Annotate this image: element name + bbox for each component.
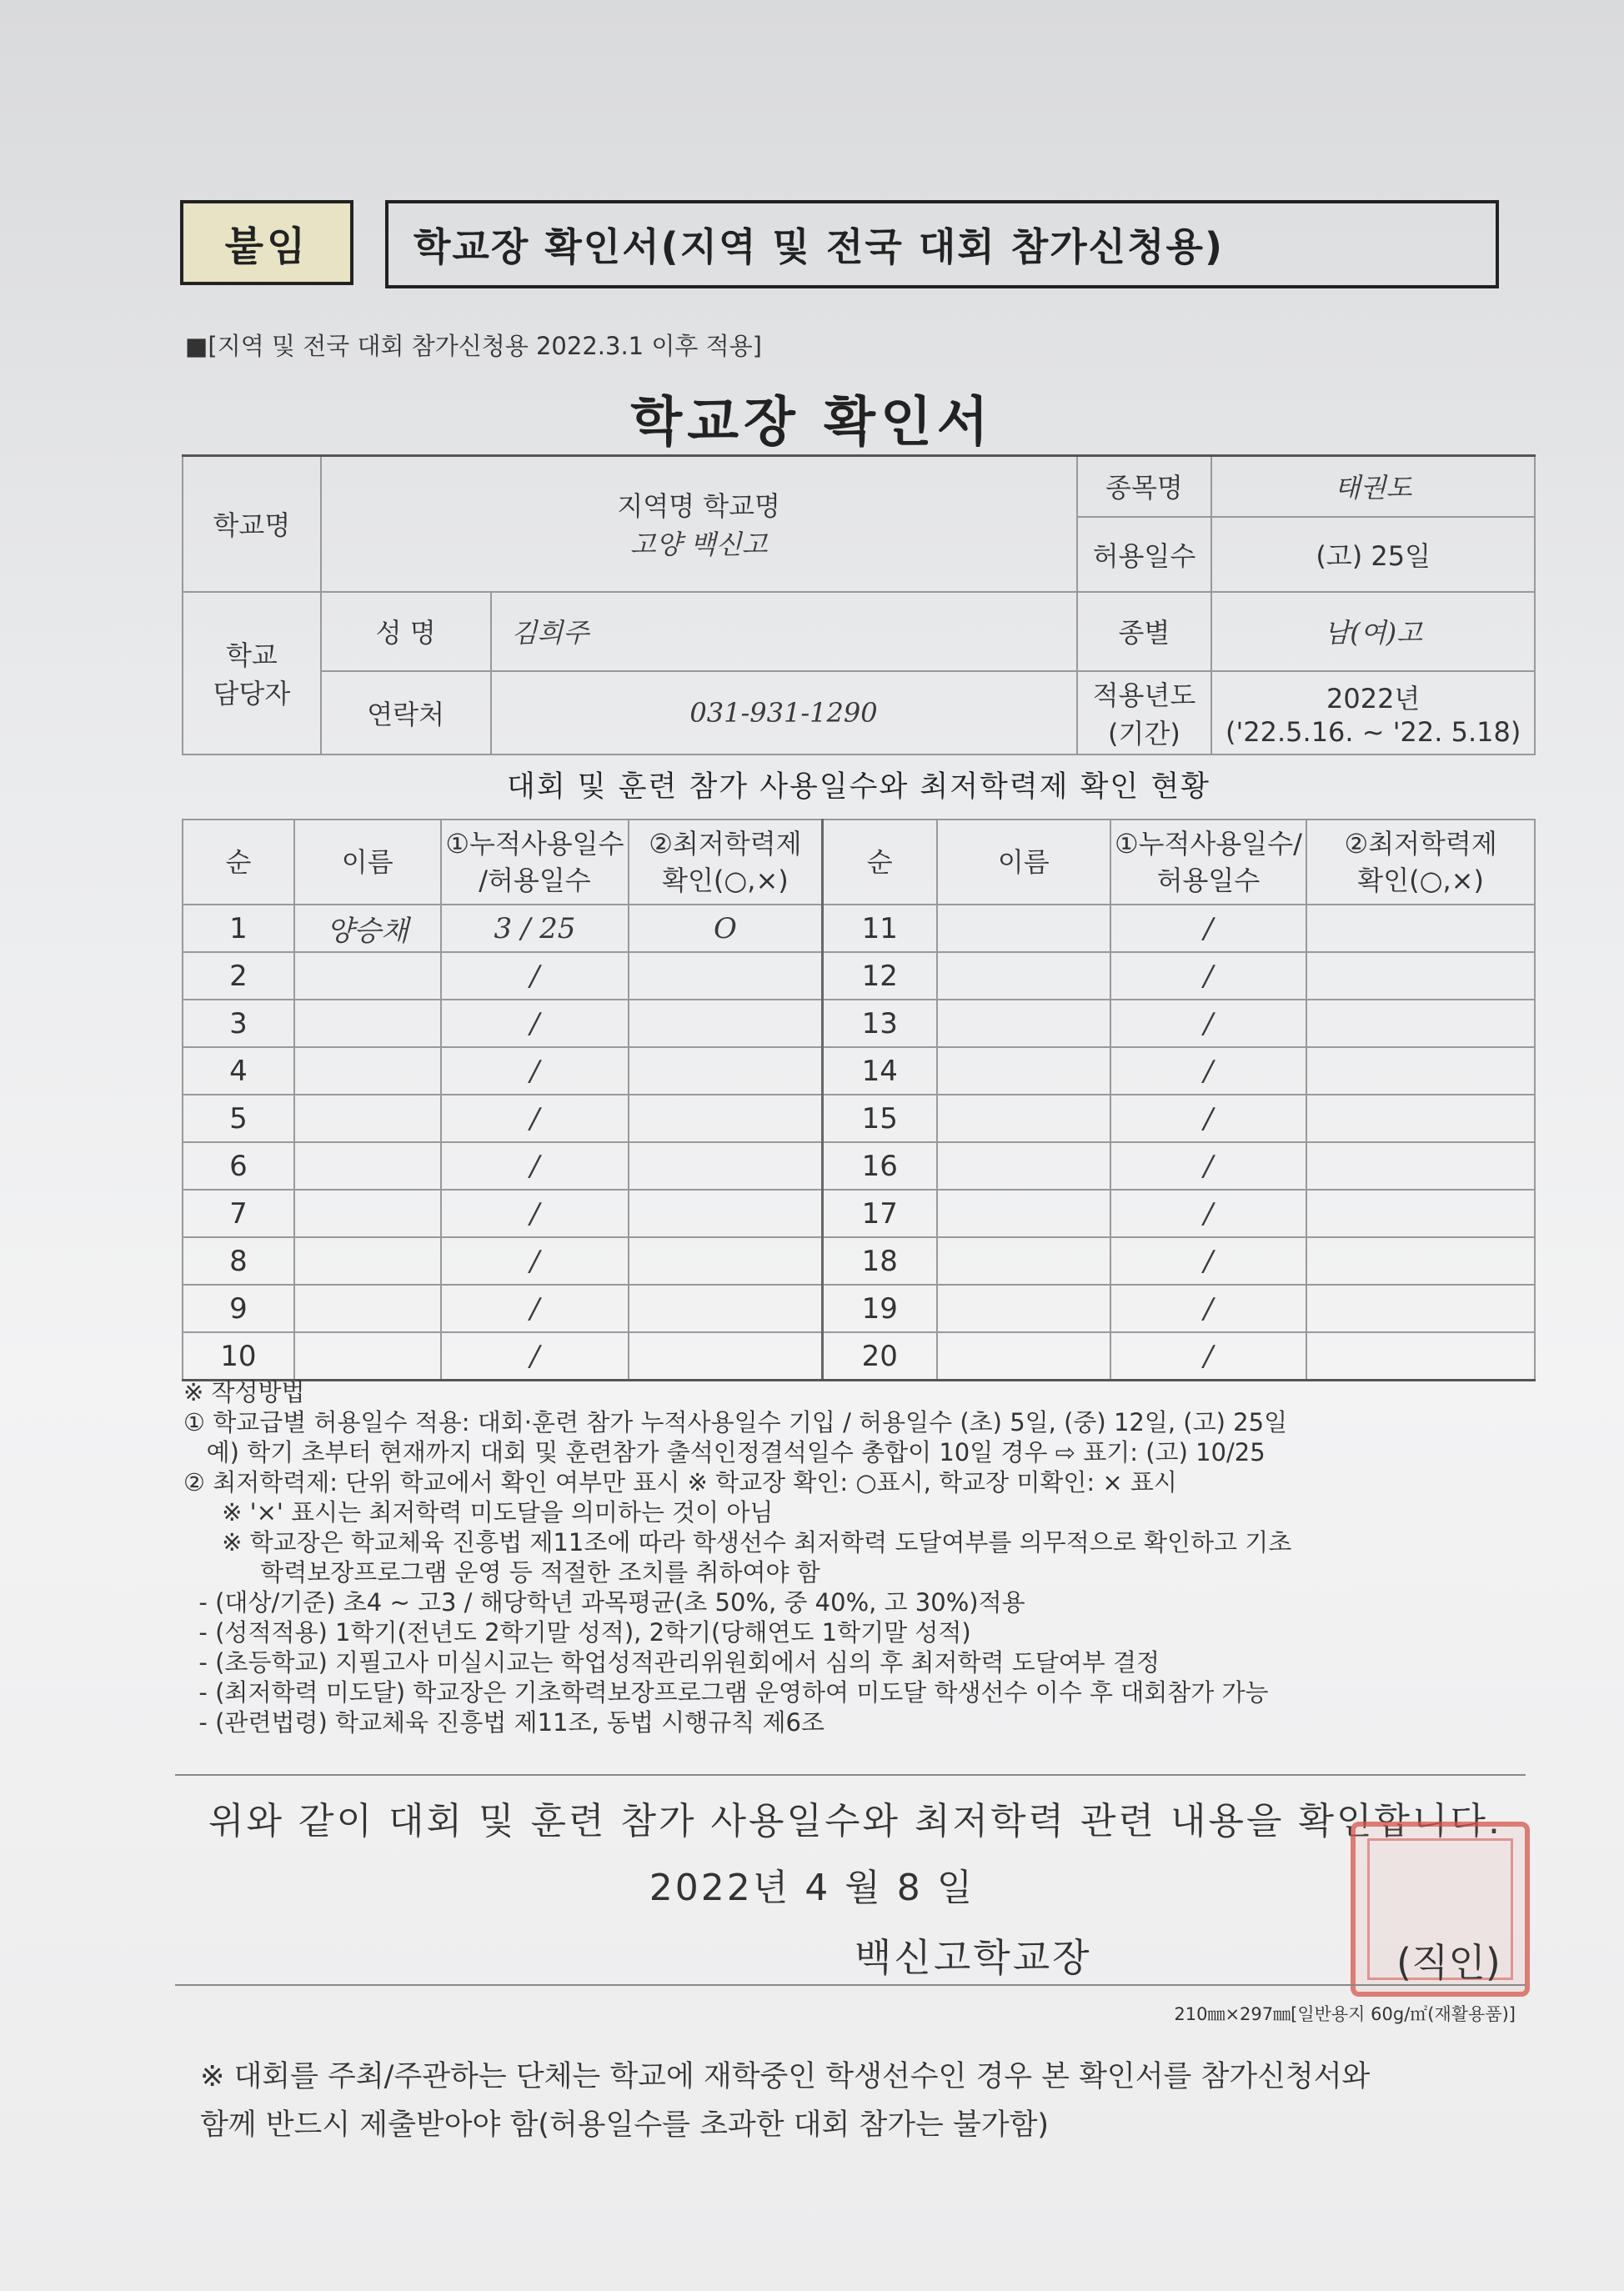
table-row: [183, 1237, 1535, 1285]
table-row: [183, 952, 1535, 1000]
instruction-line: - (초등학교) 지필고사 미실시교는 학업성적관리위원회에서 심의 후 최저학력 도달여부 결정: [183, 1648, 1160, 1677]
contact-label: 연락처: [321, 671, 491, 754]
usage-days: /: [441, 1332, 629, 1381]
manager-name-value: 김희주: [491, 592, 1077, 671]
attachment-label: 붙임: [180, 200, 353, 285]
usage-days: /: [1110, 1332, 1307, 1381]
year-label: [1077, 671, 1212, 754]
sport-value: 태권도: [1211, 456, 1535, 517]
usage-days: /: [441, 1095, 629, 1142]
min-academic-check: [629, 1000, 822, 1047]
allowed-days-label: 허용일수: [1077, 517, 1212, 592]
table-row: [183, 1332, 1535, 1381]
manager-label-line1: 학교: [225, 639, 278, 671]
usage-days: /: [441, 1000, 629, 1047]
table-row: [183, 1142, 1535, 1190]
instruction-line: - (대상/기준) 초4 ~ 고3 / 해당학년 과목평균(초 50%, 중 40%, 고 30%)적용: [183, 1588, 1025, 1617]
student-name: [294, 1285, 441, 1332]
usage-days: /: [441, 1142, 629, 1190]
usage-days: /: [1110, 1095, 1307, 1142]
student-name: [294, 1190, 441, 1237]
usage-days: /: [1110, 1047, 1307, 1095]
school-name-cell: [321, 456, 1077, 592]
min-academic-check: [629, 1190, 822, 1237]
year-label-line1: 적용년도: [1092, 679, 1196, 711]
header-check-line1: ②최저학력제: [649, 828, 802, 860]
paper-spec: 210㎜×297㎜[일반용지 60g/㎡(재활용품)]: [1174, 2004, 1516, 2024]
seal-label: (직인): [1396, 1940, 1501, 1985]
usage-section-title: 대회 및 훈련 참가 사용일수와 최저학력제 확인 현황: [507, 770, 1210, 804]
header-days-right: [1110, 820, 1307, 905]
usage-days: /: [1110, 1000, 1307, 1047]
allowed-days-value: (고) 25일: [1211, 517, 1535, 592]
student-name: [294, 1142, 441, 1190]
header-check-line2: 확인(○,×): [662, 865, 789, 896]
contact-value: 031-931-1290: [491, 671, 1077, 754]
usage-days: 3 / 25: [441, 905, 629, 952]
min-academic-check: [629, 952, 822, 1000]
header-days-line2: 허용일수: [1156, 865, 1261, 896]
min-academic-check: [1306, 952, 1535, 1000]
student-name: [294, 952, 441, 1000]
manager-label: [183, 592, 321, 754]
header-check-line1: ②최저학력제: [1344, 828, 1497, 860]
min-academic-check: [629, 1332, 822, 1381]
min-academic-check: [1306, 1190, 1535, 1237]
usage-days: /: [1110, 1285, 1307, 1332]
student-name: [937, 1332, 1110, 1381]
instruction-line: ※ '×' 표시는 최저학력 미도달을 의미하는 것이 아님: [183, 1498, 774, 1526]
row-number: 6: [183, 1142, 294, 1190]
table-row: [183, 1095, 1535, 1142]
applicability-note: ■[지역 및 전국 대회 참가신청용 2022.3.1 이후 적용]: [185, 332, 762, 360]
min-academic-check: [1306, 1047, 1535, 1095]
type-value: 남(여)고: [1211, 592, 1535, 671]
student-name: 양승채: [294, 905, 441, 952]
instruction-line: 학력보장프로그램 운영 등 적절한 조치를 취하여야 함: [183, 1558, 820, 1587]
row-number: 11: [822, 905, 937, 952]
header-check-line2: 확인(○,×): [1357, 865, 1484, 896]
instructions-lines: [183, 1407, 1551, 1737]
row-number: 7: [183, 1190, 294, 1237]
page-title: 학교장 확인서: [630, 392, 994, 454]
instruction-line: ② 최저학력제: 단위 학교에서 확인 여부만 표시 ※ 학교장 확인: ○표시, 학교장 미확인: × 표시: [183, 1468, 1177, 1496]
student-name: [294, 1000, 441, 1047]
row-number: 9: [183, 1285, 294, 1332]
name-label: 성 명: [321, 592, 491, 671]
row-number: 2: [183, 952, 294, 1000]
student-name: [937, 952, 1110, 1000]
table-row: [183, 1000, 1535, 1047]
header-check-right: [1306, 820, 1535, 905]
row-number: 13: [822, 1000, 937, 1047]
usage-days: /: [1110, 1190, 1307, 1237]
student-name: [937, 1095, 1110, 1142]
row-number: 1: [183, 905, 294, 952]
table-row: [183, 1285, 1535, 1332]
confirmation-date: 2022년 4 월 8 일: [649, 1867, 975, 1909]
table-row: [183, 905, 1535, 952]
student-name: [937, 1142, 1110, 1190]
row-number: 4: [183, 1047, 294, 1095]
school-name-label: 학교명: [183, 456, 321, 592]
row-number: 18: [822, 1237, 937, 1285]
submission-note-line1: ※ 대회를 주최/주관하는 단체는 학교에 재학중인 학생선수인 경우 본 확인서를 참가신청서와: [200, 2060, 1371, 2093]
student-name: [937, 905, 1110, 952]
row-number: 19: [822, 1285, 937, 1332]
min-academic-check: [629, 1047, 822, 1095]
instruction-line: - (최저학력 미도달) 학교장은 기초학력보장프로그램 운영하여 미도달 학생선수 이수 후 대회참가 가능: [183, 1678, 1269, 1707]
instruction-line: 예) 학기 초부터 현재까지 대회 및 훈련참가 출석인정결석일수 총합이 10일 경우 ⇨ 표기: (고) 10/25: [183, 1438, 1266, 1466]
student-name: [294, 1047, 441, 1095]
usage-days: /: [441, 1047, 629, 1095]
min-academic-check: O: [629, 905, 822, 952]
table-row: [183, 1047, 1535, 1095]
instruction-line: ※ 학교장은 학교체육 진흥법 제11조에 따라 학생선수 최저학력 도달여부를 의무적으로 확인하고 기초: [183, 1528, 1292, 1557]
usage-days: /: [441, 952, 629, 1000]
header-order-left: 순: [183, 820, 294, 905]
row-number: 8: [183, 1237, 294, 1285]
school-name-value: 고양 백신고: [629, 529, 768, 561]
min-academic-check: [629, 1237, 822, 1285]
header-name-right: 이름: [937, 820, 1110, 905]
year-value-cell: [1211, 671, 1535, 754]
header-days-line1: ①누적사용일수/: [1114, 828, 1302, 860]
min-academic-check: [629, 1285, 822, 1332]
row-number: 17: [822, 1190, 937, 1237]
instruction-line: - (성적적용) 1학기(전년도 2학기말 성적), 2학기(당해연도 1학기말 성적): [183, 1618, 971, 1647]
submission-note-line2: 함께 반드시 제출받아야 함(허용일수를 초과한 대회 참가는 불가함): [200, 2108, 1050, 2142]
submission-note: [200, 2053, 1370, 2149]
header-days-left: [441, 820, 629, 905]
sport-label: 종목명: [1077, 456, 1212, 517]
row-number: 14: [822, 1047, 937, 1095]
usage-days: /: [1110, 1142, 1307, 1190]
usage-days: /: [441, 1285, 629, 1332]
student-name: [294, 1237, 441, 1285]
min-academic-check: [1306, 1095, 1535, 1142]
usage-days: /: [441, 1190, 629, 1237]
header-order-right: 순: [822, 820, 937, 905]
confirmation-statement: 위와 같이 대회 및 훈련 참가 사용일수와 최저학력 관련 내용을 확인합니다.: [208, 1800, 1502, 1842]
row-number: 3: [183, 1000, 294, 1047]
row-number: 12: [822, 952, 937, 1000]
instruction-line: - (관련법령) 학교체육 진흥법 제11조, 동법 시행규칙 제6조: [183, 1708, 825, 1737]
student-name: [937, 1190, 1110, 1237]
instructions-heading: ※ 작성방법: [183, 1378, 305, 1406]
usage-table: [182, 819, 1536, 1381]
school-name-hint: 지역명 학교명: [617, 490, 780, 523]
usage-days: /: [1110, 952, 1307, 1000]
usage-table-body: [183, 905, 1535, 1381]
student-name: [294, 1095, 441, 1142]
school-info-table: [182, 454, 1536, 755]
row-number: 10: [183, 1332, 294, 1381]
row-number: 16: [822, 1142, 937, 1190]
student-name: [294, 1332, 441, 1381]
type-label: 종별: [1077, 592, 1212, 671]
header-check-left: [629, 820, 822, 905]
year-label-line2: (기간): [1108, 717, 1180, 749]
min-academic-check: [1306, 1332, 1535, 1381]
min-academic-check: [1306, 1142, 1535, 1190]
student-name: [937, 1285, 1110, 1332]
student-name: [937, 1237, 1110, 1285]
document-title: 학교장 확인서(지역 및 전국 대회 참가신청용): [385, 200, 1499, 288]
min-academic-check: [1306, 1000, 1535, 1047]
min-academic-check: [629, 1095, 822, 1142]
header-days-line1: ①누적사용일수: [445, 828, 624, 860]
usage-days: /: [441, 1237, 629, 1285]
writing-instructions: [183, 1377, 1551, 1737]
header-days-line2: /허용일수: [479, 865, 591, 896]
table-row: [183, 1190, 1535, 1237]
usage-days: /: [1110, 905, 1307, 952]
row-number: 15: [822, 1095, 937, 1142]
divider: [175, 1774, 1526, 1776]
row-number: 5: [183, 1095, 294, 1142]
row-number: 20: [822, 1332, 937, 1381]
principal-title: 백신고학교장: [855, 1935, 1092, 1980]
divider: [175, 1984, 1526, 1986]
period-value: ('22.5.16. ~ '22. 5.18): [1225, 715, 1521, 748]
instruction-line: ① 학교급별 허용일수 적용: 대회·훈련 참가 누적사용일수 기입 / 허용일수 (초) 5일, (중) 12일, (고) 25일: [183, 1408, 1288, 1436]
manager-label-line2: 담당자: [213, 678, 291, 709]
min-academic-check: [1306, 1237, 1535, 1285]
min-academic-check: [1306, 905, 1535, 952]
student-name: [937, 1000, 1110, 1047]
usage-days: /: [1110, 1237, 1307, 1285]
min-academic-check: [629, 1142, 822, 1190]
header-name-left: 이름: [294, 820, 441, 905]
year-value: 2022년: [1326, 682, 1421, 714]
min-academic-check: [1306, 1285, 1535, 1332]
student-name: [937, 1047, 1110, 1095]
